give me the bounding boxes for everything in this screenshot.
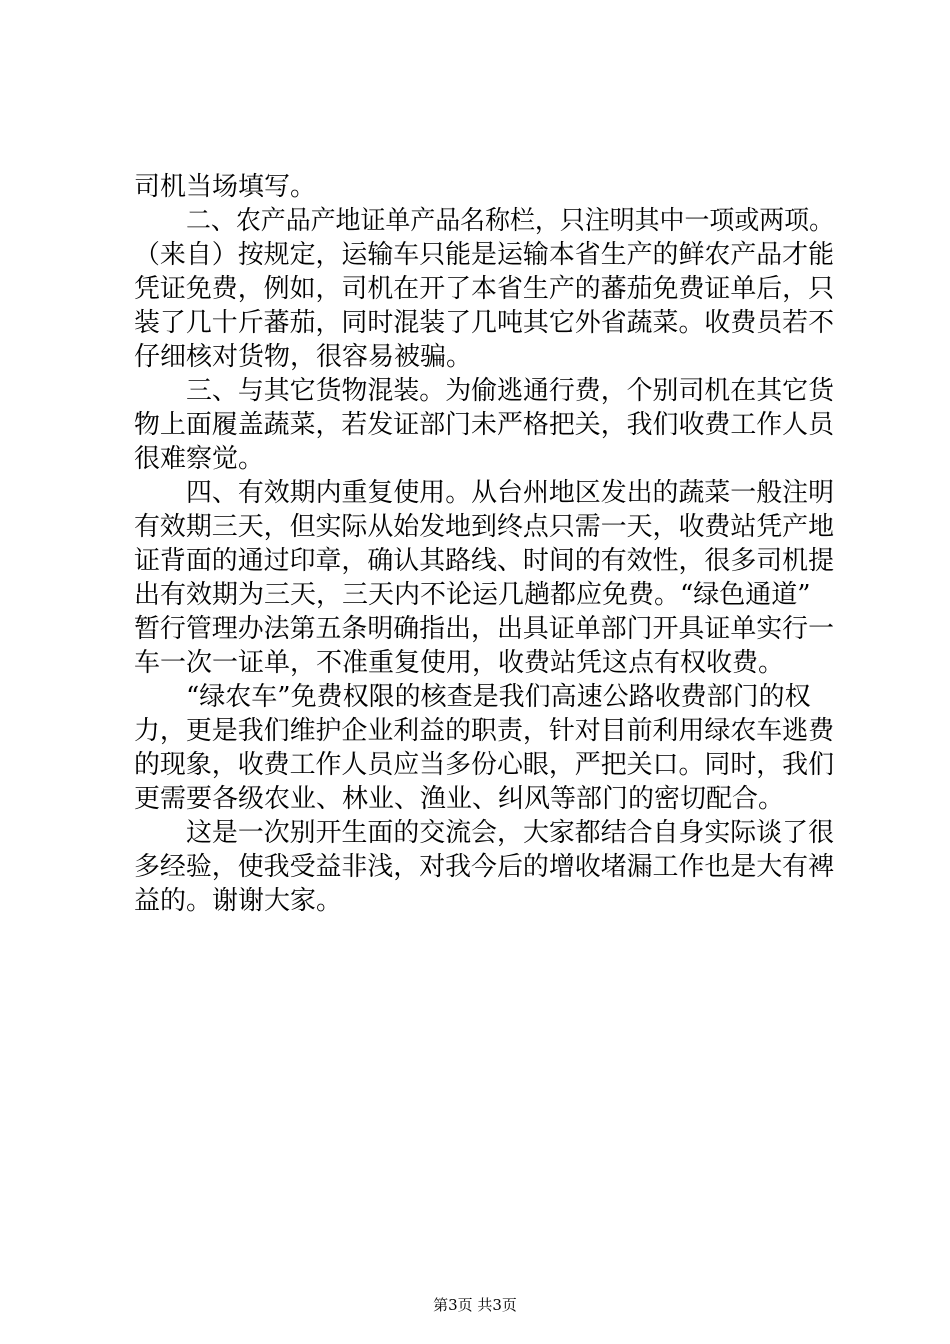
text-line: “绿农车”免费权限的核查是我们高速公路收费部门的权 bbox=[186, 682, 811, 712]
text-line: 凭证免费，例如，司机在开了本省生产的蕃茄免费证单后，只 bbox=[134, 274, 835, 304]
text-line: 证背面的通过印章，确认其路线、时间的有效性，很多司机提 bbox=[134, 546, 835, 576]
text-line: 二、农产品产地证单产品名称栏，只注明其中一项或两项。 bbox=[186, 206, 835, 236]
text-line: 四、有效期内重复使用。从台州地区发出的蔬菜一般注明 bbox=[186, 478, 835, 508]
text-line: 的现象，收费工作人员应当多份心眼，严把关口。同时，我们 bbox=[134, 750, 835, 780]
text-line: （来自）按规定，运输车只能是运输本省生产的鲜农产品才能 bbox=[134, 240, 835, 270]
text-line: 益的。谢谢大家。 bbox=[134, 886, 343, 916]
text-line: 物上面履盖蔬菜，若发证部门未严格把关，我们收费工作人员 bbox=[134, 410, 835, 440]
text-line: 这是一次别开生面的交流会，大家都结合自身实际谈了很 bbox=[186, 818, 835, 848]
text-line: 仔细核对货物，很容易被骗。 bbox=[134, 342, 473, 372]
text-line: 装了几十斤蕃茄，同时混装了几吨其它外省蔬菜。收费员若不 bbox=[134, 308, 835, 338]
text-line: 更需要各级农业、林业、渔业、纠风等部门的密切配合。 bbox=[134, 784, 785, 814]
page-number-footer: 第3页 共3页 bbox=[433, 1296, 517, 1314]
text-line: 很难察觉。 bbox=[134, 444, 265, 474]
text-line: 力，更是我们维护企业利益的职责，针对目前利用绿农车逃费 bbox=[134, 716, 835, 746]
text-line: 三、与其它货物混装。为偷逃通行费，个别司机在其它货 bbox=[186, 376, 835, 406]
text-line: 车一次一证单，不准重复使用，收费站凭这点有权收费。 bbox=[134, 648, 785, 678]
text-line: 暂行管理办法第五条明确指出，出具证单部门开具证单实行一 bbox=[134, 614, 835, 644]
text-line: 出有效期为三天，三天内不论运几趟都应免费。“绿色通道” bbox=[134, 580, 811, 610]
text-line: 有效期三天，但实际从始发地到终点只需一天，收费站凭产地 bbox=[134, 512, 835, 542]
text-line: 多经验，使我受益非浅，对我今后的增收堵漏工作也是大有裨 bbox=[134, 852, 835, 882]
text-line: 司机当场填写。 bbox=[134, 172, 317, 202]
